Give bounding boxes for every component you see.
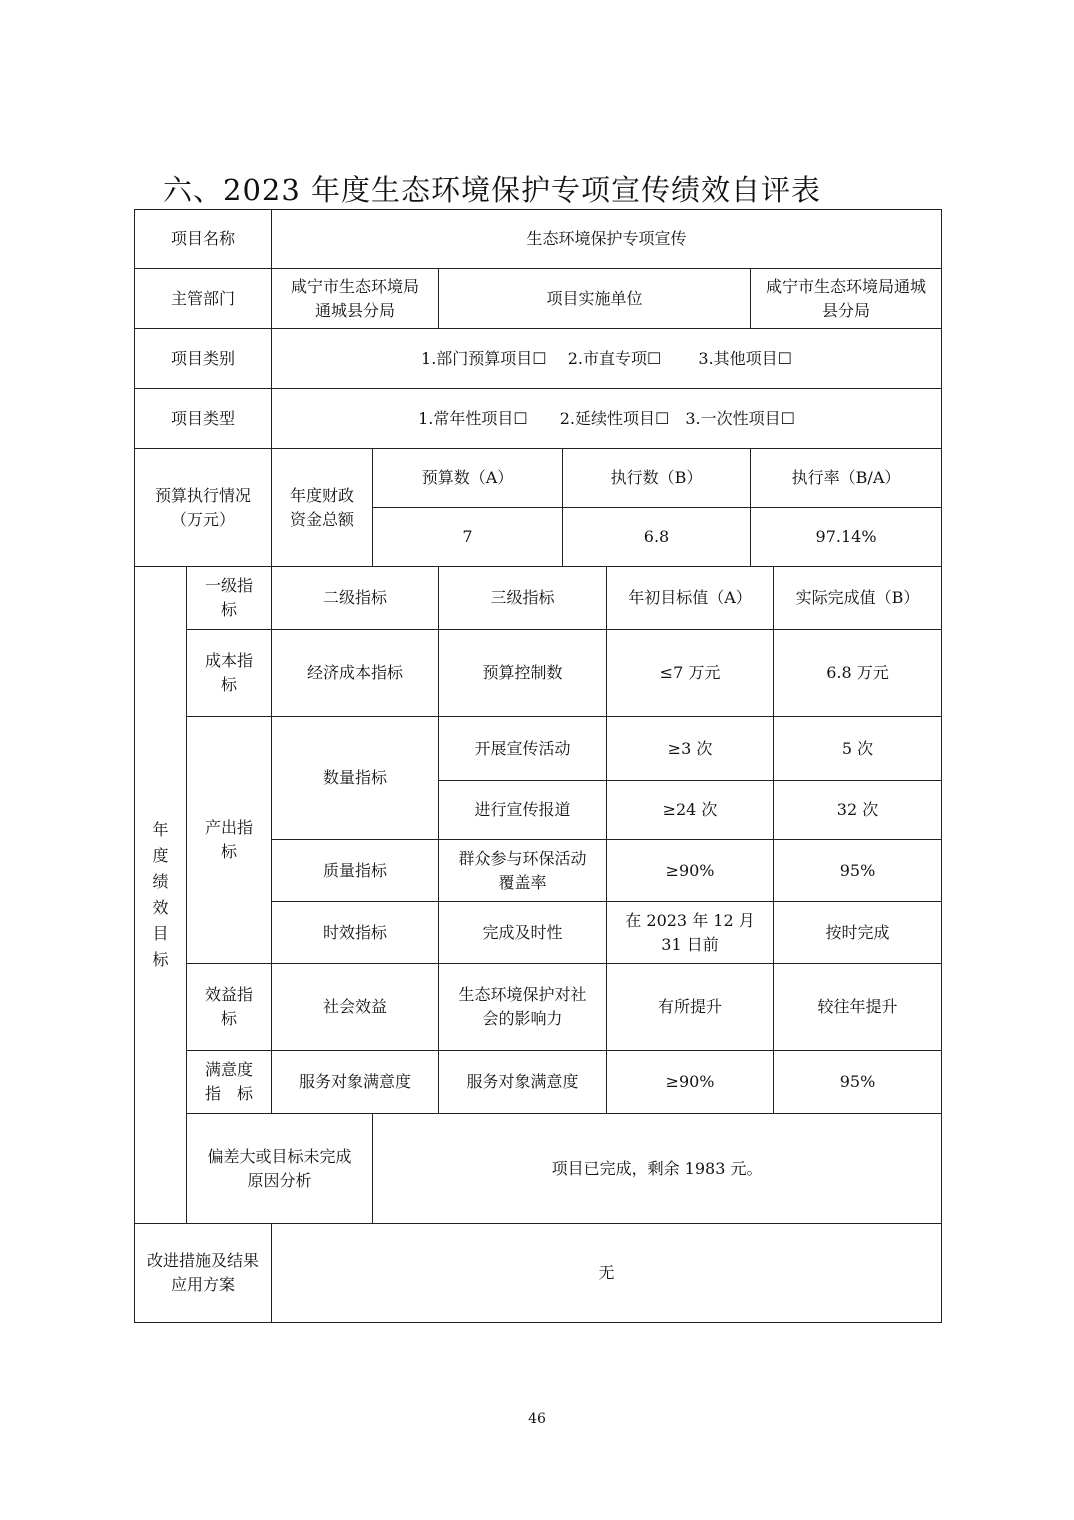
- project-name-value: 生态环境保护专项宣传: [272, 210, 942, 269]
- quantity-l3-1: 开展宣传活动: [439, 717, 607, 781]
- timeliness-l3: 完成及时性: [439, 902, 607, 964]
- satisfaction-l1: 满意度指 标: [187, 1051, 272, 1114]
- deviation-label: 偏差大或目标未完成原因分析: [187, 1114, 373, 1224]
- goal-header-l3: 三级指标: [439, 567, 607, 630]
- goal-header-target: 年初目标值（A）: [607, 567, 774, 630]
- implementing-unit-value: 咸宁市生态环境局通城县分局: [751, 269, 942, 329]
- budget-header-b: 执行数（B）: [563, 449, 751, 508]
- department-label: 主管部门: [135, 269, 272, 329]
- quantity-target-2: ≥24 次: [607, 781, 774, 840]
- annual-goals-text: 年度绩效目标: [152, 820, 169, 969]
- cost-l2: 经济成本指标: [272, 630, 439, 717]
- quantity-l2: 数量指标: [272, 717, 439, 840]
- quality-target: ≥90%: [607, 840, 774, 902]
- quality-l2: 质量指标: [272, 840, 439, 902]
- timeliness-l2: 时效指标: [272, 902, 439, 964]
- benefit-l2: 社会效益: [272, 964, 439, 1051]
- annual-fund-total-label: 年度财政资金总额: [272, 449, 373, 567]
- performance-table: [134, 209, 942, 1323]
- benefit-l3: 生态环境保护对社会的影响力: [439, 964, 607, 1051]
- budget-header-rate: 执行率（B/A）: [751, 449, 942, 508]
- category-label: 项目类别: [135, 329, 272, 389]
- category-value: 1.部门预算项目☐ 2.市直专项☐ 3.其他项目☐: [272, 329, 942, 389]
- benefit-actual: 较往年提升: [774, 964, 942, 1051]
- quality-l3: 群众参与环保活动覆盖率: [439, 840, 607, 902]
- improvement-label: 改进措施及结果应用方案: [135, 1224, 272, 1323]
- type-value: 1.常年性项目☐ 2.延续性项目☐ 3.一次性项目☐: [272, 389, 942, 449]
- annual-goals-label: [135, 567, 187, 1224]
- quantity-l3-2: 进行宣传报道: [439, 781, 607, 840]
- budget-header-a: 预算数（A）: [373, 449, 563, 508]
- improvement-value: 无: [272, 1224, 942, 1323]
- budget-value-a: 7: [373, 508, 563, 567]
- benefit-target: 有所提升: [607, 964, 774, 1051]
- implementing-unit-label: 项目实施单位: [439, 269, 751, 329]
- cost-l3: 预算控制数: [439, 630, 607, 717]
- page-number: 46: [528, 1411, 546, 1427]
- timeliness-actual: 按时完成: [774, 902, 942, 964]
- quantity-target-1: ≥3 次: [607, 717, 774, 781]
- satisfaction-actual: 95%: [774, 1051, 942, 1114]
- department-value: 咸宁市生态环境局通城县分局: [272, 269, 439, 329]
- cost-actual: 6.8 万元: [774, 630, 942, 717]
- goal-header-actual: 实际完成值（B）: [774, 567, 942, 630]
- budget-value-b: 6.8: [563, 508, 751, 567]
- output-l1: 产出指标: [187, 717, 272, 964]
- goal-header-l2: 二级指标: [272, 567, 439, 630]
- timeliness-target: 在 2023 年 12 月 31 日前: [607, 902, 774, 964]
- satisfaction-target: ≥90%: [607, 1051, 774, 1114]
- deviation-value: 项目已完成，剩余 1983 元。: [373, 1114, 942, 1224]
- benefit-l1: 效益指标: [187, 964, 272, 1051]
- type-label: 项目类型: [135, 389, 272, 449]
- satisfaction-l3: 服务对象满意度: [439, 1051, 607, 1114]
- quantity-actual-2: 32 次: [774, 781, 942, 840]
- budget-value-rate: 97.14%: [751, 508, 942, 567]
- budget-execution-label: 预算执行情况（万元）: [135, 449, 272, 567]
- quantity-actual-1: 5 次: [774, 717, 942, 781]
- satisfaction-l2: 服务对象满意度: [272, 1051, 439, 1114]
- cost-target: ≤7 万元: [607, 630, 774, 717]
- quality-actual: 95%: [774, 840, 942, 902]
- cost-l1: 成本指标: [187, 630, 272, 717]
- page-title: 六、2023 年度生态环境保护专项宣传绩效自评表: [163, 173, 822, 207]
- project-name-label: 项目名称: [135, 210, 272, 269]
- goal-header-l1: 一级指标: [187, 567, 272, 630]
